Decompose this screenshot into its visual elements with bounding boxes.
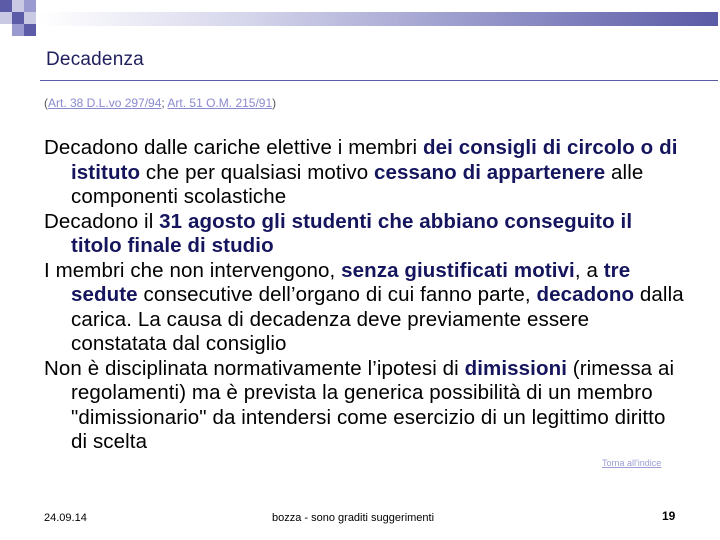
paragraph-text: alle componenti scolastiche [71, 160, 644, 208]
paragraph-text: Decadono dalle cariche elettive i membri [44, 136, 423, 159]
corner-decoration [0, 0, 44, 44]
refs-close: ) [272, 96, 277, 110]
emphasis-text: tre sedute [71, 258, 631, 306]
emphasis-text: decadono [536, 283, 635, 306]
page-number: 19 [662, 509, 676, 523]
emphasis-text: dei consigli di circolo o di istituto [71, 136, 678, 184]
refs-separator: ; [161, 96, 168, 110]
back-to-index-link[interactable]: Torna all'indice [602, 458, 662, 468]
title-divider [40, 80, 718, 81]
paragraph-text: (rimessa ai regolamenti) ma è prevista la generica possibilità di un membro "dimissionario" da intendersi come esercizio di un legittimo diritto di scelta [71, 356, 675, 453]
slide-body [44, 136, 684, 455]
paragraph-text: che per qualsiasi motivo [140, 160, 375, 184]
body-paragraph [44, 357, 684, 455]
header-gradient-bar [40, 12, 718, 26]
emphasis-text: senza giustificati motivi [341, 258, 575, 282]
footer-date: 24.09.14 [44, 512, 87, 524]
paragraph-text: , a [574, 258, 604, 282]
paragraph-text: Decadono il [44, 209, 160, 233]
footer-note: bozza - sono graditi suggerimenti [272, 512, 435, 524]
paragraph-text: dalla carica. La causa di decadenza deve previamente essere constatata dal consiglio [71, 283, 684, 355]
legal-references [44, 96, 276, 110]
ref-link-dlvo[interactable]: Art. 38 D.L.vo 297/94 [48, 96, 162, 110]
slide-title: Decadenza [46, 49, 144, 70]
emphasis-text: cessano di appartenere [374, 160, 606, 184]
refs-open: ( [44, 96, 48, 110]
body-paragraph [44, 210, 684, 259]
paragraph-text: Non è disciplinata normativamente l’ipotesi di [44, 356, 465, 380]
body-paragraph [44, 259, 684, 357]
body-paragraph [44, 136, 684, 210]
ref-link-om[interactable]: Art. 51 O.M. 215/91 [167, 96, 273, 110]
emphasis-text: 31 agosto gli studenti che abbiano conseguito il titolo finale di studio [71, 209, 633, 257]
emphasis-text: dimissioni [464, 356, 567, 380]
paragraph-text: I membri che non intervengono, [44, 258, 342, 282]
paragraph-text: consecutive dell’organo di cui fanno parte, [137, 283, 537, 306]
